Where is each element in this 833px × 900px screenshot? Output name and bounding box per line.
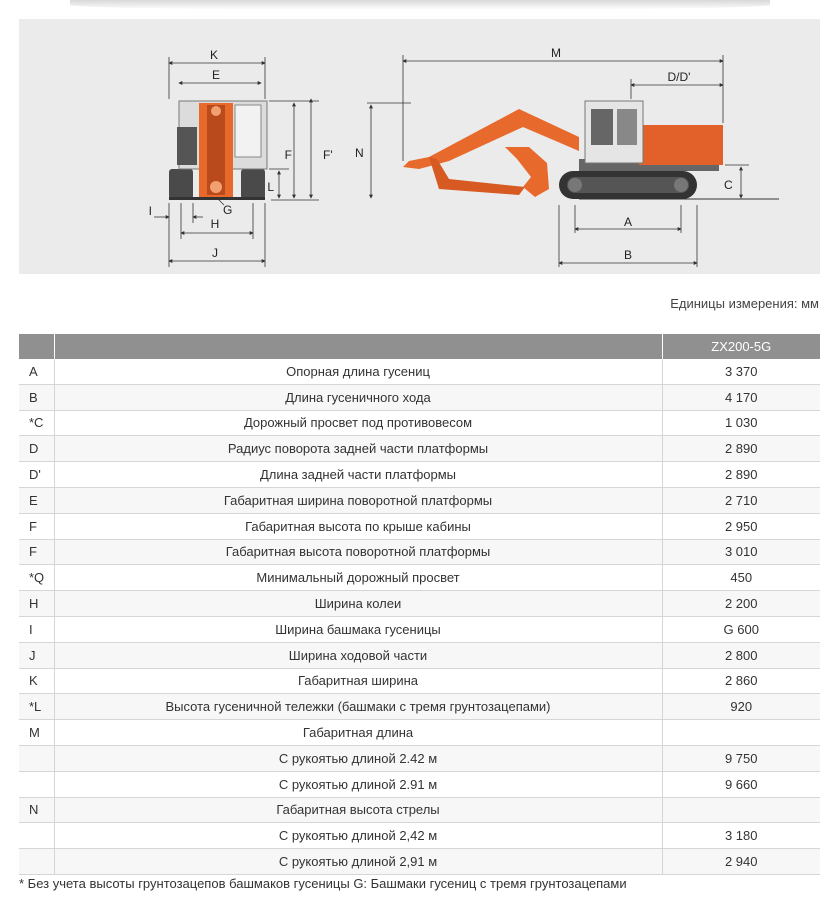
label-i: I	[148, 204, 152, 218]
row-code: E	[19, 487, 54, 513]
table-row	[19, 616, 820, 642]
row-code: F	[19, 513, 54, 539]
row-code	[19, 771, 54, 797]
row-value: 1 030	[662, 410, 820, 436]
label-d-d-prime: D/D'	[667, 70, 691, 84]
top-shadow	[70, 0, 770, 10]
row-value: 3 370	[662, 359, 820, 384]
row-name: Ширина ходовой части	[54, 642, 662, 668]
label-g: G	[223, 203, 233, 217]
header-name	[54, 334, 662, 359]
row-code	[19, 849, 54, 875]
row-value: 2 200	[662, 591, 820, 617]
row-code: D'	[19, 462, 54, 488]
label-k: K	[209, 48, 219, 62]
row-code: A	[19, 359, 54, 384]
table-row	[19, 823, 820, 849]
row-value	[662, 720, 820, 746]
table-row	[19, 436, 820, 462]
table-row	[19, 462, 820, 488]
excavator-drawing	[19, 19, 820, 274]
table-row	[19, 565, 820, 591]
row-value: 2 890	[662, 436, 820, 462]
label-h: H	[210, 217, 220, 231]
table-row	[19, 797, 820, 823]
row-name: С рукоятью длиной 2.91 м	[54, 771, 662, 797]
table-body	[19, 359, 820, 874]
row-name: Высота гусеничной тележки (башмаки с тремя грунтозацепами)	[54, 694, 662, 720]
row-code: *Q	[19, 565, 54, 591]
row-name: Габаритная высота по крыше кабины	[54, 513, 662, 539]
table-header-row	[19, 334, 820, 359]
row-code: *L	[19, 694, 54, 720]
row-code: B	[19, 384, 54, 410]
row-name: Дорожный просвет под противовесом	[54, 410, 662, 436]
row-value: 2 710	[662, 487, 820, 513]
row-value: 3 010	[662, 539, 820, 565]
label-f-prime: F'	[323, 148, 333, 162]
row-code: J	[19, 642, 54, 668]
row-name: Длина гусеничного хода	[54, 384, 662, 410]
row-name: Габаритная высота поворотной платформы	[54, 539, 662, 565]
row-code: H	[19, 591, 54, 617]
label-n: N	[355, 146, 364, 160]
row-value: 2 860	[662, 668, 820, 694]
label-a: A	[623, 215, 633, 229]
table-row	[19, 410, 820, 436]
row-name: Ширина колеи	[54, 591, 662, 617]
row-value	[662, 797, 820, 823]
table-row	[19, 745, 820, 771]
label-m: M	[551, 46, 561, 60]
row-name: Габаритная ширина поворотной платформы	[54, 487, 662, 513]
label-e: E	[211, 68, 221, 82]
header-code	[19, 334, 54, 359]
dimension-diagram	[19, 19, 820, 274]
row-name: Радиус поворота задней части платформы	[54, 436, 662, 462]
table-row	[19, 771, 820, 797]
front-view	[169, 101, 267, 200]
row-name: С рукоятью длиной 2,91 м	[54, 849, 662, 875]
row-value: 2 950	[662, 513, 820, 539]
row-name: Габаритная ширина	[54, 668, 662, 694]
row-code: N	[19, 797, 54, 823]
footnote: * Без учета высоты грунтозацепов башмаков гусеницы G: Башмаки гусениц с тремя грунтозацепами	[19, 876, 627, 891]
row-name: Габаритная длина	[54, 720, 662, 746]
row-value: 9 750	[662, 745, 820, 771]
row-code: D	[19, 436, 54, 462]
label-f: F	[284, 148, 292, 162]
table-row	[19, 694, 820, 720]
table-row	[19, 487, 820, 513]
row-code: I	[19, 616, 54, 642]
specifications-table	[19, 334, 820, 875]
row-value: 2 940	[662, 849, 820, 875]
row-value: 2 800	[662, 642, 820, 668]
row-name: Минимальный дорожный просвет	[54, 565, 662, 591]
units-note: Единицы измерения: мм	[670, 296, 819, 311]
row-name: С рукоятью длиной 2.42 м	[54, 745, 662, 771]
row-value: 3 180	[662, 823, 820, 849]
header-model: ZX200-5G	[662, 334, 820, 359]
row-name: Длина задней части платформы	[54, 462, 662, 488]
row-name: Ширина башмака гусеницы	[54, 616, 662, 642]
row-name: С рукоятью длиной 2,42 м	[54, 823, 662, 849]
row-value: 4 170	[662, 384, 820, 410]
table-row	[19, 720, 820, 746]
table-row	[19, 642, 820, 668]
row-code	[19, 823, 54, 849]
table-row	[19, 668, 820, 694]
row-value: 2 890	[662, 462, 820, 488]
table-row	[19, 591, 820, 617]
row-code	[19, 745, 54, 771]
row-name: Габаритная высота стрелы	[54, 797, 662, 823]
row-code: M	[19, 720, 54, 746]
row-code: F	[19, 539, 54, 565]
table-row	[19, 513, 820, 539]
row-code: *C	[19, 410, 54, 436]
row-code: K	[19, 668, 54, 694]
row-value: G 600	[662, 616, 820, 642]
label-b: B	[623, 248, 633, 262]
label-l: L	[267, 180, 274, 194]
label-j: J	[212, 246, 218, 260]
label-c: C	[724, 178, 733, 192]
table-row	[19, 384, 820, 410]
row-name: Опорная длина гусениц	[54, 359, 662, 384]
row-value: 920	[662, 694, 820, 720]
row-value: 9 660	[662, 771, 820, 797]
table-row	[19, 359, 820, 384]
row-value: 450	[662, 565, 820, 591]
table-row	[19, 849, 820, 875]
table-row	[19, 539, 820, 565]
